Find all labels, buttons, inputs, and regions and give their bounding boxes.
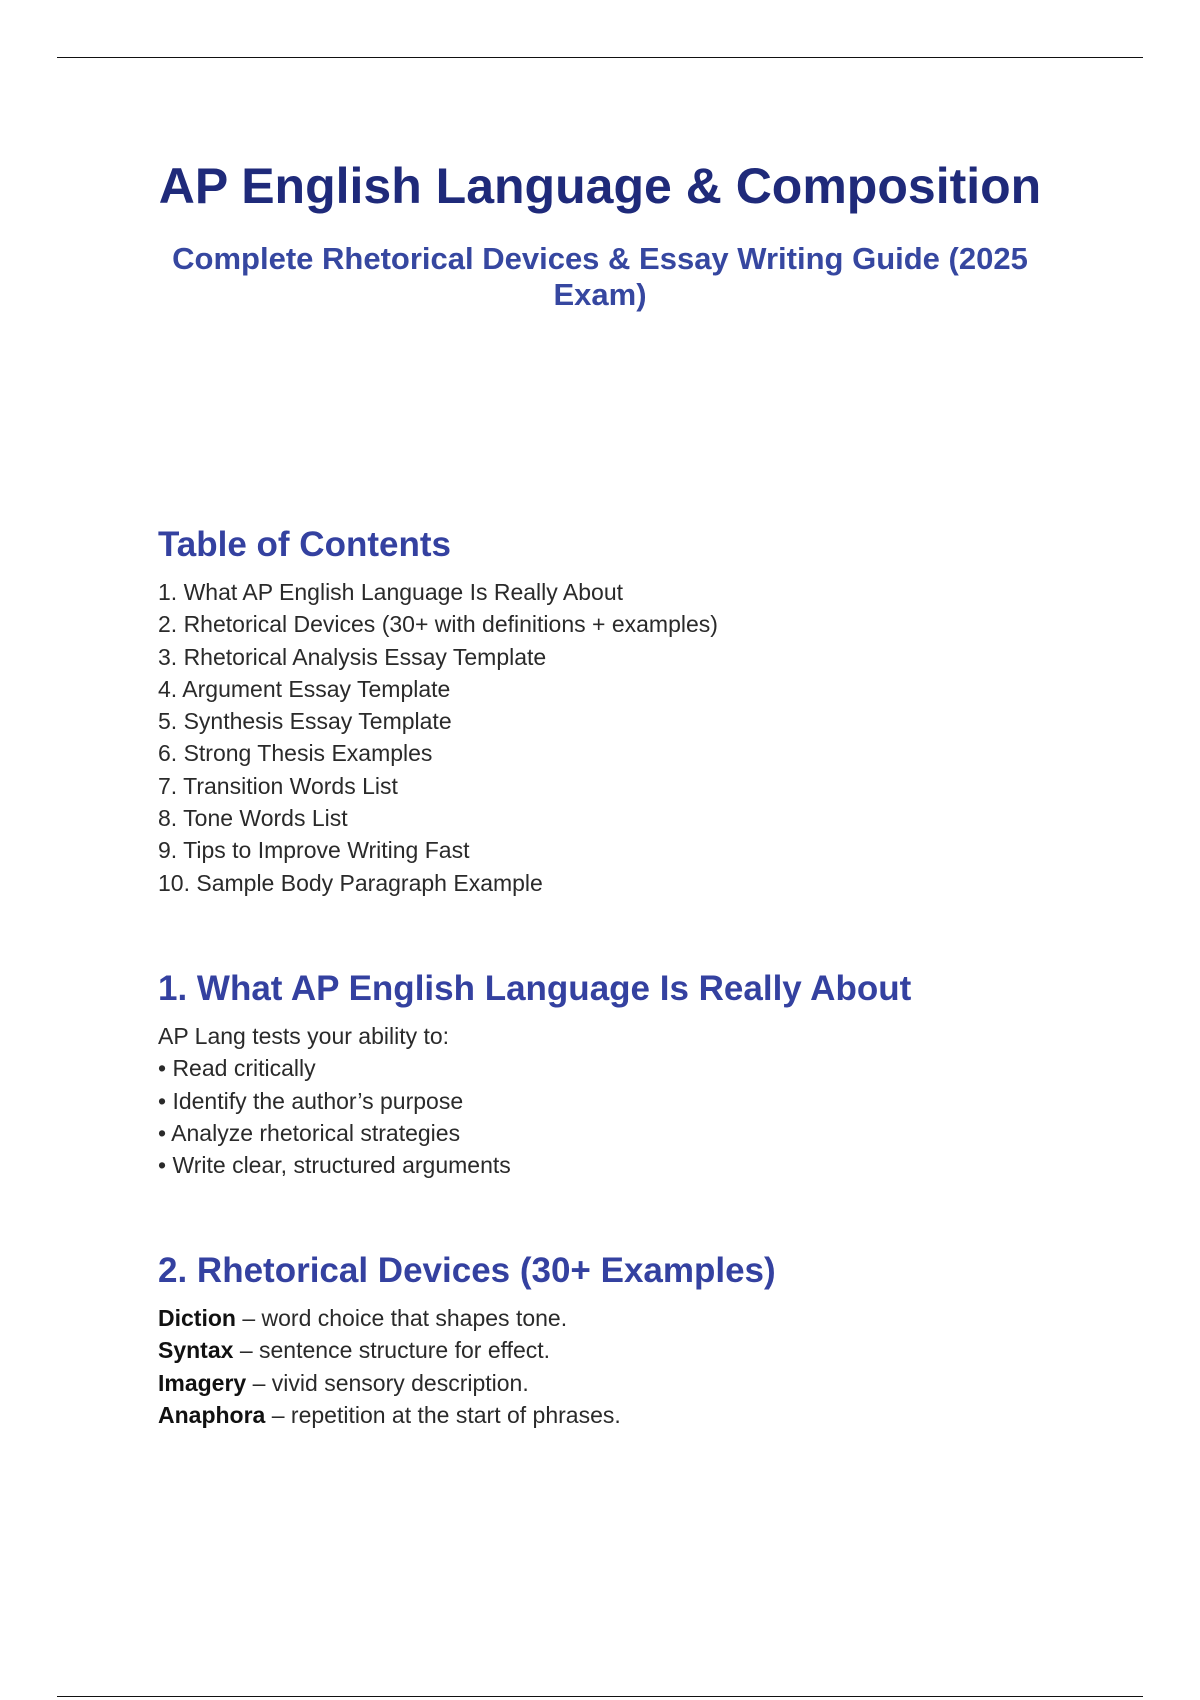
toc-item: 6. Strong Thesis Examples (158, 740, 433, 767)
device-term: Diction (158, 1305, 236, 1331)
document-title: AP English Language & Composition (158, 158, 1042, 214)
section-1-heading: 1. What AP English Language Is Really About (158, 969, 912, 1008)
table-of-contents (158, 524, 1058, 899)
device-list (158, 1302, 1058, 1431)
bottom-rule (57, 1696, 1143, 1697)
bullet-item: • Write clear, structured arguments (158, 1152, 511, 1179)
device-term: Anaphora (158, 1401, 266, 1428)
device-term: Imagery (158, 1369, 247, 1396)
section-1-body (158, 1020, 1058, 1181)
device-item (158, 1399, 1058, 1431)
device-item (158, 1334, 1058, 1366)
section-1 (158, 968, 1058, 1181)
device-item (158, 1302, 1058, 1334)
section-1-intro: AP Lang tests your ability to: (158, 1023, 450, 1049)
device-definition: – repetition at the start of phrases. (265, 1401, 621, 1428)
toc-item: 5. Synthesis Essay Template (158, 708, 452, 735)
toc-item: 8. Tone Words List (158, 805, 348, 832)
title-block (100, 158, 1100, 313)
toc-item: 10. Sample Body Paragraph Example (158, 869, 543, 896)
top-rule (57, 57, 1143, 58)
section-2 (158, 1250, 1058, 1431)
device-definition: – sentence structure for effect. (233, 1337, 551, 1364)
toc-list (158, 576, 1058, 899)
section-2-heading: 2. Rhetorical Devices (30+ Examples) (158, 1251, 776, 1290)
device-definition: – vivid sensory description. (246, 1369, 529, 1396)
toc-item: 4. Argument Essay Template (158, 675, 451, 702)
toc-item: 3. Rhetorical Analysis Essay Template (158, 643, 547, 670)
bullet-item: • Read critically (158, 1055, 316, 1082)
device-definition: – word choice that shapes tone. (235, 1305, 568, 1331)
toc-item: 1. What AP English Language Is Really About (158, 579, 623, 605)
toc-item: 2. Rhetorical Devices (30+ with definitions + examples) (158, 611, 718, 638)
document-subtitle: Complete Rhetorical Devices & Essay Writing Guide (2025 Exam) (172, 241, 1028, 312)
bullet-item: • Identify the author’s purpose (158, 1087, 464, 1114)
toc-item: 9. Tips to Improve Writing Fast (158, 837, 470, 864)
toc-heading: Table of Contents (158, 525, 451, 564)
device-item (158, 1367, 1058, 1399)
bullet-item: • Analyze rhetorical strategies (158, 1119, 461, 1146)
device-term: Syntax (158, 1337, 234, 1364)
toc-item: 7. Transition Words List (158, 772, 398, 799)
